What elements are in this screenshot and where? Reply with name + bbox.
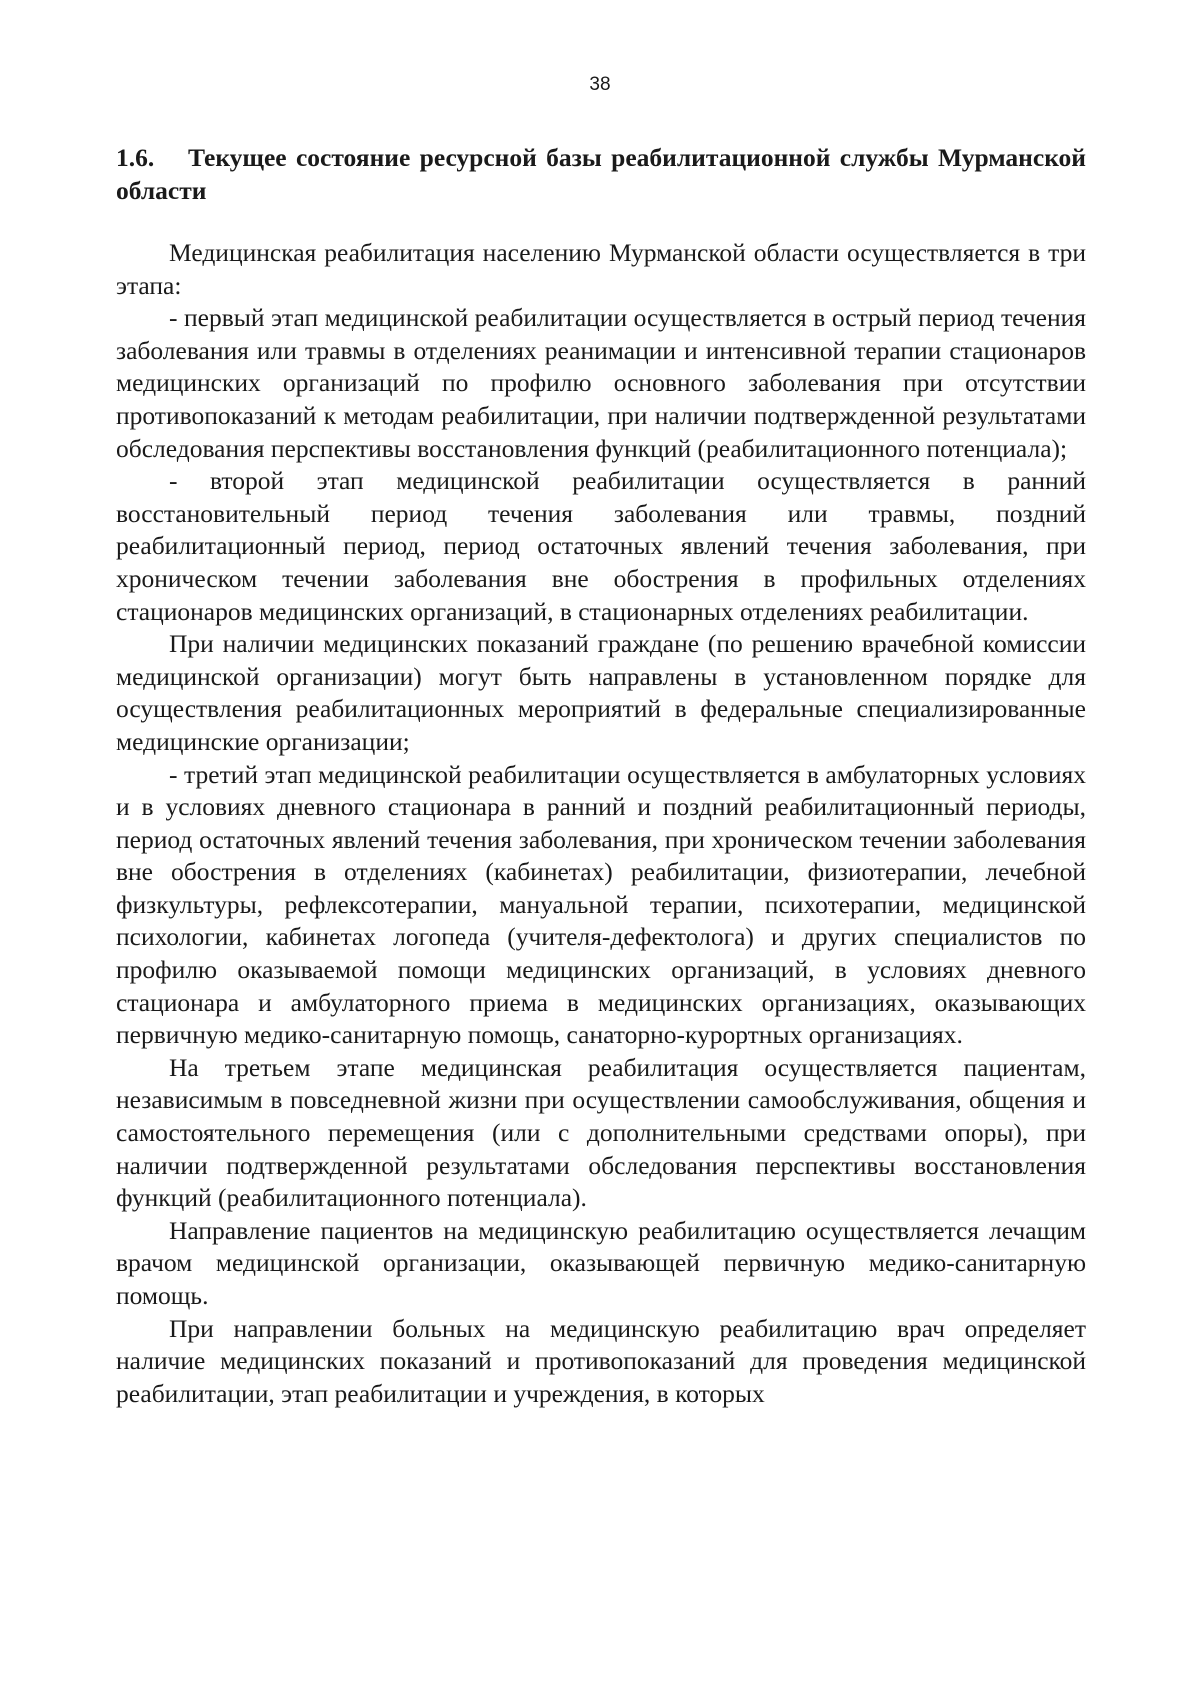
paragraph-intro: Медицинская реабилитация населению Мурманской области осуществляется в три этапа: bbox=[116, 238, 1086, 300]
page-content bbox=[116, 142, 1086, 1410]
paragraph-stage-one: - первый этап медицинской реабилитации осуществляется в острый период течения заболевания или травмы в отделениях реанимации и интенсивной терапии стационаров медицинских организаций по профилю основного заболевания при отсутствии противопоказаний к методам реабилитации, при наличии подтвержденной результатами обследования перспективы восстановления функций (реабилитационного потенциала); bbox=[116, 303, 1086, 463]
section-number: 1.6. bbox=[116, 143, 155, 172]
section-heading bbox=[116, 142, 1086, 207]
paragraph-referral: Направление пациентов на медицинскую реабилитацию осуществляется лечащим врачом медицинской организации, оказывающей первичную медико-санитарную помощь. bbox=[116, 1215, 1086, 1310]
paragraph-stage-three-patients: На третьем этапе медицинская реабилитация осуществляется пациентам, независимым в повседневной жизни при осуществлении самообслуживания, общения и самостоятельного перемещения (или с дополнительными средствами опоры), при наличии подтвержденной результатами обследования перспективы восстановления функций (реабилитационного потенциала). bbox=[116, 1052, 1086, 1213]
paragraph-doctor-determines: При направлении больных на медицинскую реабилитацию врач определяет наличие медицинских показаний и противопоказаний для проведения медицинской реабилитации, этап реабилитации и учреждения, в которых bbox=[116, 1313, 1086, 1408]
paragraph-stage-three: - третий этап медицинской реабилитации осуществляется в амбулаторных условиях и в условиях дневного стационара в ранний и поздний реабилитационный периоды, период остаточных явлений течения заболевания, при хроническом течении заболевания вне обострения в отделениях (кабинетах) реабилитации, физиотерапии, лечебной физкультуры, рефлексотерапии, мануальной терапии, психотерапии, медицинской психологии, кабинетах логопеда (учителя-дефектолога) и других специалистов по профилю оказываемой помощи медицинских организаций, в условиях дневного стационара и амбулаторного приема в медицинских организациях, оказывающих первичную медико-санитарную помощь, санаторно-курортных организациях. bbox=[116, 759, 1086, 1050]
paragraph-stage-two: - второй этап медицинской реабилитации осуществляется в ранний восстановительный период течения заболевания или травмы, поздний реабилитационный период, период остаточных явлений течения заболевания, при хроническом течении заболевания вне обострения в профильных отделениях стационаров медицинских организаций, в стационарных отделениях реабилитации. bbox=[116, 466, 1086, 626]
paragraph-federal-referral: При наличии медицинских показаний граждане (по решению врачебной комиссии медицинской организации) могут быть направлены в установленном порядке для осуществления реабилитационных мероприятий в федеральные специализированные медицинские организации; bbox=[116, 629, 1086, 756]
section-title: Текущее состояние ресурсной базы реабилитационной службы Мурманской области bbox=[116, 143, 1086, 205]
page-number: 38 bbox=[589, 74, 611, 95]
